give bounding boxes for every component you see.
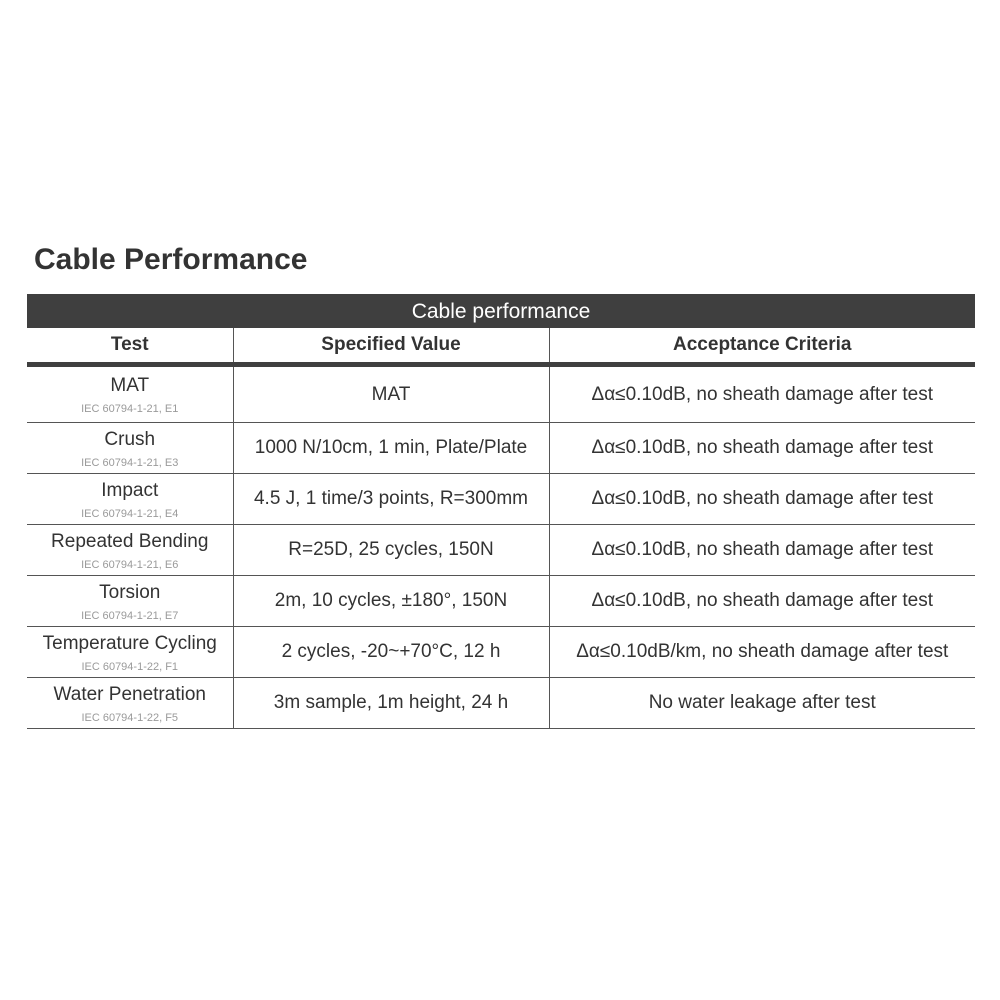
table-row: [27, 423, 975, 474]
table-row: [27, 474, 975, 525]
test-standard: IEC 60794-1-22, F1: [81, 660, 179, 673]
test-cell: [27, 525, 233, 576]
acceptance-criteria-cell: Δα≤0.10dB, no sheath damage after test: [549, 525, 975, 576]
test-cell: [27, 627, 233, 678]
test-standard: IEC 60794-1-21, E6: [81, 558, 179, 571]
acceptance-criteria-cell: Δα≤0.10dB, no sheath damage after test: [549, 423, 975, 474]
specified-value-cell: 4.5 J, 1 time/3 points, R=300mm: [233, 474, 549, 525]
acceptance-criteria-cell: Δα≤0.10dB/km, no sheath damage after test: [549, 627, 975, 678]
test-name: Repeated Bending: [51, 530, 209, 552]
specified-value-cell: R=25D, 25 cycles, 150N: [233, 525, 549, 576]
test-name: Water Penetration: [53, 683, 206, 705]
test-cell: [27, 474, 233, 525]
acceptance-criteria-cell: Δα≤0.10dB, no sheath damage after test: [549, 576, 975, 627]
test-cell: [27, 365, 233, 423]
table-banner: Cable performance: [27, 294, 975, 328]
table-row: [27, 576, 975, 627]
specified-value-cell: 2m, 10 cycles, ±180°, 150N: [233, 576, 549, 627]
header-specified-value: Specified Value: [233, 328, 549, 365]
header-acceptance-criteria: Acceptance Criteria: [549, 328, 975, 365]
acceptance-criteria-cell: No water leakage after test: [549, 678, 975, 729]
test-name: Crush: [104, 428, 156, 450]
specified-value-cell: MAT: [233, 365, 549, 423]
acceptance-criteria-cell: Δα≤0.10dB, no sheath damage after test: [549, 365, 975, 423]
test-standard: IEC 60794-1-21, E1: [81, 403, 179, 415]
test-name: MAT: [110, 375, 150, 396]
test-cell: [27, 576, 233, 627]
table-row: [27, 365, 975, 423]
table-row: [27, 678, 975, 729]
header-row: [27, 328, 975, 365]
test-cell: [27, 423, 233, 474]
acceptance-criteria-cell: Δα≤0.10dB, no sheath damage after test: [549, 474, 975, 525]
test-name: Temperature Cycling: [42, 632, 217, 654]
test-name: Impact: [101, 479, 159, 501]
header-test: Test: [27, 328, 233, 365]
page-title: Cable Performance: [34, 243, 308, 276]
specified-value-cell: 1000 N/10cm, 1 min, Plate/Plate: [233, 423, 549, 474]
table-row: [27, 627, 975, 678]
specified-value-cell: 2 cycles, -20~+70°C, 12 h: [233, 627, 549, 678]
test-standard: IEC 60794-1-21, E4: [81, 507, 179, 520]
test-standard: IEC 60794-1-21, E3: [81, 456, 179, 469]
performance-table: [27, 328, 975, 729]
table-row: [27, 525, 975, 576]
test-name: Torsion: [99, 581, 161, 603]
specified-value-cell: 3m sample, 1m height, 24 h: [233, 678, 549, 729]
test-standard: IEC 60794-1-21, E7: [81, 609, 179, 622]
test-cell: [27, 678, 233, 729]
test-standard: IEC 60794-1-22, F5: [81, 711, 179, 724]
cable-performance-table: [27, 294, 975, 729]
